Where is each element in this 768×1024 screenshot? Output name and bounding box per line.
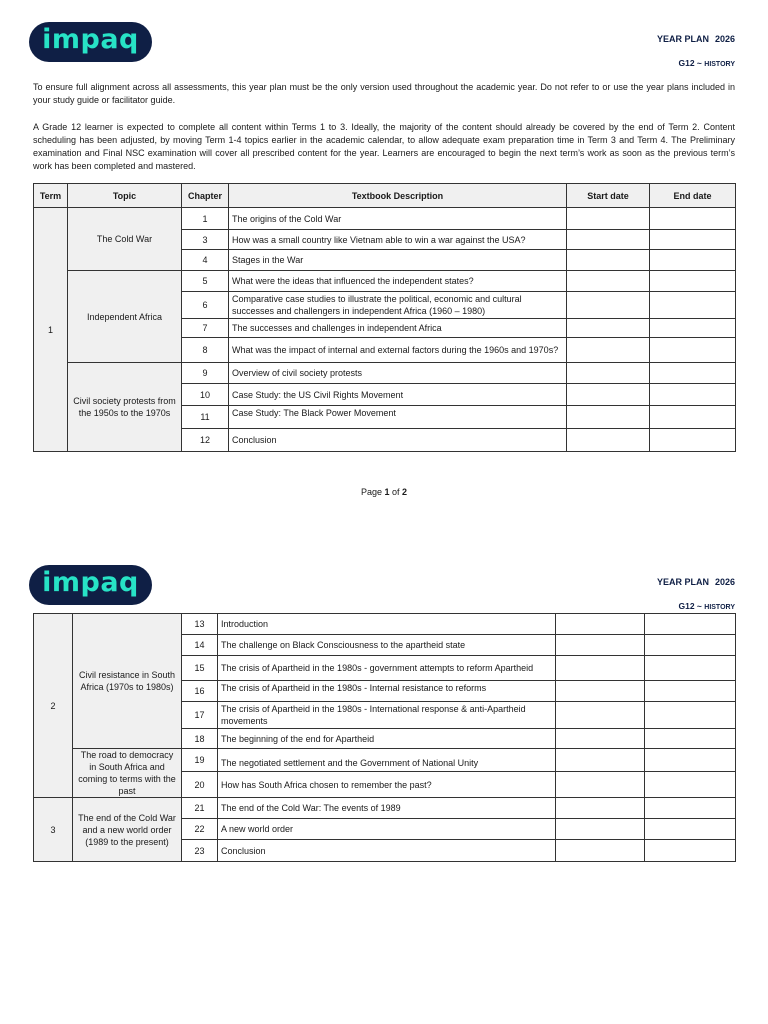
chapter-cell: 22 <box>182 819 218 840</box>
plan-year: 2026 <box>714 577 735 587</box>
table-row <box>34 271 736 292</box>
end-date-cell[interactable] <box>650 384 736 406</box>
year-plan-label <box>657 577 735 587</box>
start-date-cell[interactable] <box>556 702 645 729</box>
start-date-cell[interactable] <box>567 292 650 319</box>
grade-subject-label <box>678 601 735 611</box>
end-date-cell[interactable] <box>650 230 736 250</box>
topic-cell: The Cold War <box>68 208 182 271</box>
year-plan-table-page-1 <box>33 183 736 452</box>
end-date-cell[interactable] <box>650 292 736 319</box>
chapter-cell: 20 <box>182 772 218 798</box>
chapter-cell: 15 <box>182 656 218 681</box>
end-date-cell[interactable] <box>645 635 736 656</box>
chapter-cell: 1 <box>182 208 229 230</box>
start-date-cell[interactable] <box>556 749 645 772</box>
chapter-cell: 16 <box>182 681 218 702</box>
start-date-cell[interactable] <box>567 230 650 250</box>
start-date-cell[interactable] <box>567 208 650 230</box>
year-plan-table-page-2 <box>33 613 736 862</box>
table-row <box>34 749 736 772</box>
plan-year: 2026 <box>714 34 735 44</box>
header-description: Textbook Description <box>229 184 567 208</box>
start-date-cell[interactable] <box>567 338 650 363</box>
table-header-row <box>34 184 736 208</box>
description-cell: The negotiated settlement and the Government of National Unity <box>218 749 556 772</box>
header-end-date: End date <box>650 184 736 208</box>
end-date-cell[interactable] <box>645 656 736 681</box>
start-date-cell[interactable] <box>567 384 650 406</box>
description-cell: Conclusion <box>229 429 567 452</box>
end-date-cell[interactable] <box>645 681 736 702</box>
chapter-cell: 23 <box>182 840 218 862</box>
description-cell: The origins of the Cold War <box>229 208 567 230</box>
chapter-cell: 7 <box>182 319 229 338</box>
end-date-cell[interactable] <box>645 702 736 729</box>
header-term: Term <box>34 184 68 208</box>
table-row <box>34 208 736 230</box>
start-date-cell[interactable] <box>567 319 650 338</box>
term-cell: 1 <box>34 208 68 452</box>
chapter-cell: 19 <box>182 749 218 772</box>
chapter-cell: 14 <box>182 635 218 656</box>
end-date-cell[interactable] <box>645 819 736 840</box>
page-total: 2 <box>402 487 408 497</box>
impaq-logo: impaq <box>29 22 152 62</box>
table-row <box>34 798 736 819</box>
description-cell: The end of the Cold War: The events of 1989 <box>218 798 556 819</box>
start-date-cell[interactable] <box>556 729 645 749</box>
chapter-cell: 3 <box>182 230 229 250</box>
end-date-cell[interactable] <box>650 271 736 292</box>
end-date-cell[interactable] <box>650 250 736 271</box>
chapter-cell: 10 <box>182 384 229 406</box>
description-cell: Introduction <box>218 614 556 635</box>
description-cell: Stages in the War <box>229 250 567 271</box>
end-date-cell[interactable] <box>645 614 736 635</box>
end-date-cell[interactable] <box>645 772 736 798</box>
chapter-cell: 9 <box>182 363 229 384</box>
intro-paragraph-1: To ensure full alignment across all assessments, this year plan must be the only version used throughout the academic year. Do not refer to or use the year plans included in your study guide or facilitator guide. <box>33 82 735 105</box>
description-cell: Comparative case studies to illustrate the political, economic and cultural successes and challengers in independent Africa (1960 – 1980) <box>229 292 567 319</box>
chapter-cell: 5 <box>182 271 229 292</box>
plan-label: YEAR PLAN <box>656 577 709 587</box>
start-date-cell[interactable] <box>556 614 645 635</box>
description-cell: Case Study: The Black Power Movement <box>229 406 567 429</box>
plan-label: YEAR PLAN <box>656 34 709 44</box>
start-date-cell[interactable] <box>567 250 650 271</box>
end-date-cell[interactable] <box>645 749 736 772</box>
start-date-cell[interactable] <box>567 271 650 292</box>
grade-subject-label <box>678 58 735 68</box>
start-date-cell[interactable] <box>567 363 650 384</box>
page-current: 1 <box>384 487 390 497</box>
start-date-cell[interactable] <box>567 429 650 452</box>
of-word: of <box>392 487 400 497</box>
description-cell: The crisis of Apartheid in the 1980s - International response & anti-Apartheid movements <box>218 702 556 729</box>
topic-cell: The road to democracy in South Africa and coming to terms with the past <box>73 749 182 798</box>
chapter-cell: 11 <box>182 406 229 429</box>
start-date-cell[interactable] <box>556 772 645 798</box>
intro-paragraph-2: A Grade 12 learner is expected to complete all content within Terms 1 to 3. Ideally, the majority of the content should already be covered by the end of Term 2. Content scheduling has been adjusted, by moving Term 1-4 topics earlier in the academic calendar, to allow adequate exam preparation time in Term 3 and Term 4. The Preliminary examination and Final NSC examination will cover all prescribed content for the year. Learners are encouraged to begin the next term’s work as soon as the previous term’s work has been completed and mastered. <box>33 122 735 171</box>
end-date-cell[interactable] <box>650 406 736 429</box>
end-date-cell[interactable] <box>645 840 736 862</box>
header-chapter: Chapter <box>182 184 229 208</box>
end-date-cell[interactable] <box>645 798 736 819</box>
table-row <box>34 614 736 635</box>
end-date-cell[interactable] <box>650 429 736 452</box>
description-cell: The crisis of Apartheid in the 1980s - government attempts to reform Apartheid <box>218 656 556 681</box>
grade-label: G12 ~ <box>678 601 702 611</box>
end-date-cell[interactable] <box>650 363 736 384</box>
end-date-cell[interactable] <box>645 729 736 749</box>
chapter-cell: 8 <box>182 338 229 363</box>
table-row <box>34 363 736 384</box>
description-cell: How was a small country like Vietnam able to win a war against the USA? <box>229 230 567 250</box>
start-date-cell[interactable] <box>556 681 645 702</box>
description-cell: Case Study: the US Civil Rights Movement <box>229 384 567 406</box>
start-date-cell[interactable] <box>556 798 645 819</box>
end-date-cell[interactable] <box>650 338 736 363</box>
page-word: Page <box>360 487 382 497</box>
header-start-date: Start date <box>567 184 650 208</box>
header-topic: Topic <box>68 184 182 208</box>
chapter-cell: 13 <box>182 614 218 635</box>
start-date-cell[interactable] <box>556 635 645 656</box>
description-cell: Overview of civil society protests <box>229 363 567 384</box>
description-cell: How has South Africa chosen to remember the past? <box>218 772 556 798</box>
topic-cell: Civil resistance in South Africa (1970s to 1980s) <box>73 614 182 749</box>
chapter-cell: 17 <box>182 702 218 729</box>
description-cell: The crisis of Apartheid in the 1980s - Internal resistance to reforms <box>218 681 556 702</box>
chapter-cell: 4 <box>182 250 229 271</box>
chapter-cell: 6 <box>182 292 229 319</box>
description-cell: The beginning of the end for Apartheid <box>218 729 556 749</box>
impaq-logo: impaq <box>29 565 152 605</box>
description-cell: The successes and challenges in independent Africa <box>229 319 567 338</box>
description-cell: What were the ideas that influenced the independent states? <box>229 271 567 292</box>
end-date-cell[interactable] <box>650 319 736 338</box>
term-cell: 2 <box>34 614 73 798</box>
chapter-cell: 12 <box>182 429 229 452</box>
topic-cell: Civil society protests from the 1950s to the 1970s <box>68 363 182 452</box>
start-date-cell[interactable] <box>567 406 650 429</box>
end-date-cell[interactable] <box>650 208 736 230</box>
description-cell: What was the impact of internal and external factors during the 1960s and 1970s? <box>229 338 567 363</box>
start-date-cell[interactable] <box>556 819 645 840</box>
start-date-cell[interactable] <box>556 840 645 862</box>
description-cell: The challenge on Black Consciousness to the apartheid state <box>218 635 556 656</box>
chapter-cell: 18 <box>182 729 218 749</box>
page-number <box>0 487 768 497</box>
term-cell: 3 <box>34 798 73 862</box>
description-cell: A new world order <box>218 819 556 840</box>
description-cell: Conclusion <box>218 840 556 862</box>
topic-cell: The end of the Cold War and a new world order (1989 to the present) <box>73 798 182 862</box>
subject-label: HISTORY <box>704 61 735 68</box>
grade-label: G12 ~ <box>678 58 702 68</box>
chapter-cell: 21 <box>182 798 218 819</box>
subject-label: HISTORY <box>704 604 735 611</box>
start-date-cell[interactable] <box>556 656 645 681</box>
year-plan-label <box>657 34 735 44</box>
topic-cell: Independent Africa <box>68 271 182 363</box>
